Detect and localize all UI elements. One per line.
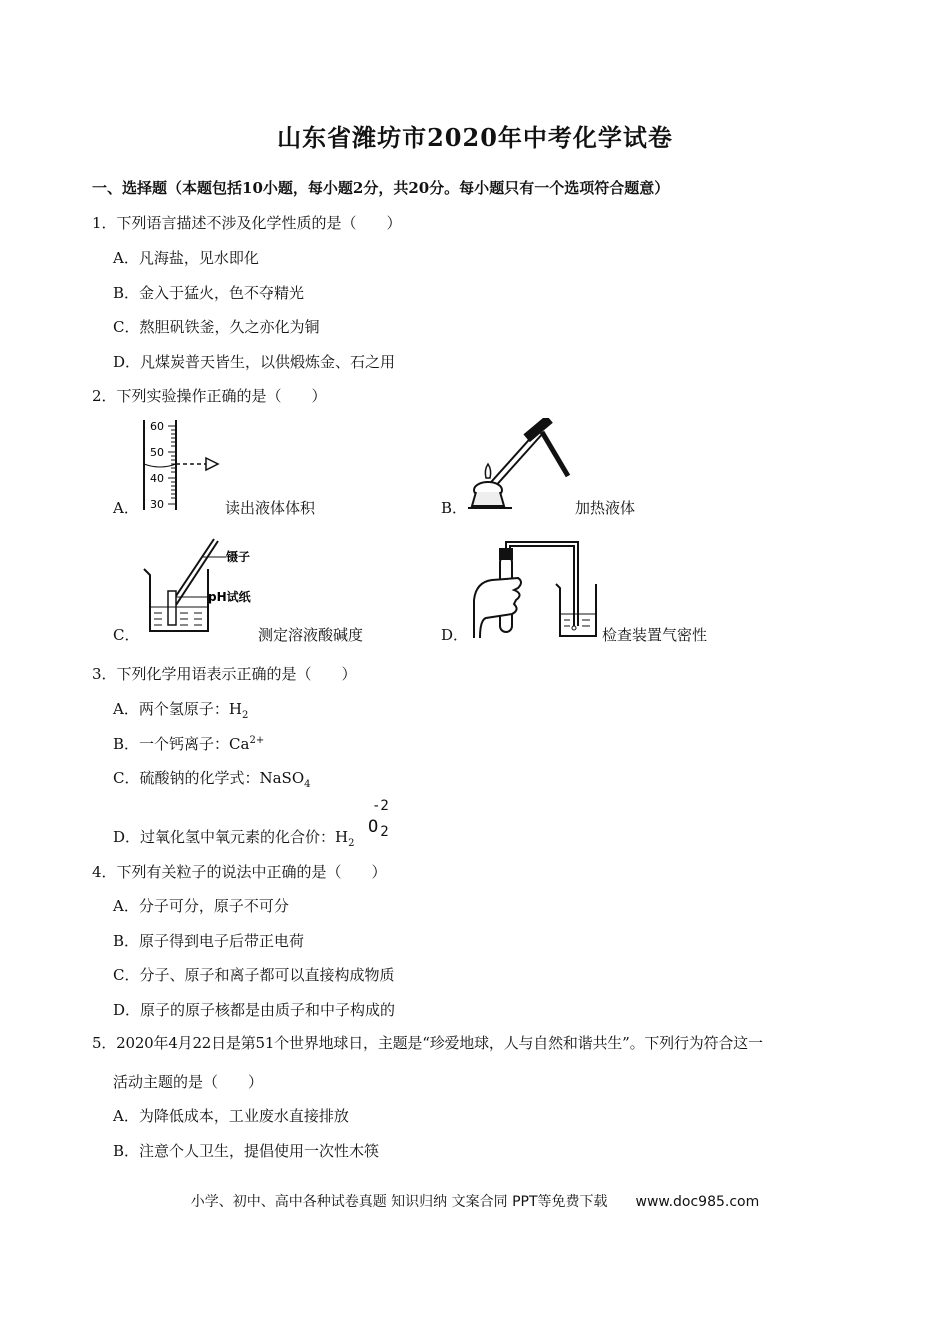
airtightness-check-figure <box>470 538 600 640</box>
oxygen-symbol <box>368 817 389 840</box>
oxygen-subscript: 2 <box>380 824 389 840</box>
heating-liquid-figure <box>468 418 578 514</box>
question-3-option-b-prefix: B．一个钙离子： <box>113 735 230 753</box>
question-5-stem-line2: 活动主题的是（ ） <box>113 1073 264 1091</box>
question-2-option-b-caption: 加热液体 <box>575 499 636 517</box>
question-3-option-a <box>113 698 248 721</box>
question-3-option-c-subscript: 4 <box>304 779 311 790</box>
question-3-option-a-formula: H <box>228 700 242 718</box>
question-4-stem: 4．下列有关粒子的说法中正确的是（ ） <box>92 863 387 881</box>
question-4-option-b: B．原子得到电子后带正电荷 <box>113 932 305 950</box>
question-1-option-b: B．金入于猛火，色不夺精光 <box>113 284 305 302</box>
question-1-option-a: A．凡海盐，见水即化 <box>113 249 259 267</box>
question-5-stem-line1: 5．2020年4月22日是第51个世界地球日，主题是“珍爱地球，人与自然和谐共生”。下列行为符合这一 <box>92 1034 763 1052</box>
cylinder-tick-40: 40 <box>150 472 164 485</box>
cylinder-tick-50: 50 <box>150 446 164 459</box>
question-3-option-b-superscript: 2+ <box>249 735 265 746</box>
question-2-option-b-letter: B． <box>441 499 468 517</box>
question-5-option-a: A．为降低成本，工业废水直接排放 <box>113 1107 349 1125</box>
question-3-option-a-prefix: A．两个氢原子： <box>113 700 229 718</box>
question-1-option-d: D．凡煤炭普天皆生，以供煅炼金、石之用 <box>113 353 396 371</box>
tweezers-label: 镊子 <box>226 550 251 564</box>
question-4-option-d: D．原子的原子核都是由质子和中子构成的 <box>113 1001 396 1019</box>
cylinder-tick-30: 30 <box>150 498 164 511</box>
question-2-option-c-letter: C． <box>113 626 140 644</box>
question-4-option-c: C．分子、原子和离子都可以直接构成物质 <box>113 966 395 984</box>
page-footer: 小学、初中、高中各种试卷真题 知识归纳 文案合同 PPT等免费下载 www.doc985.com <box>190 1194 760 1210</box>
question-2-option-d-caption: 检查装置气密性 <box>602 626 708 644</box>
question-1-stem: 1．下列语言描述不涉及化学性质的是（ ） <box>92 214 402 232</box>
ph-test-figure <box>140 535 260 637</box>
valence-label: -2 <box>372 798 389 814</box>
cylinder-tick-60: 60 <box>150 420 164 433</box>
question-3-option-d-formula: H <box>335 828 349 846</box>
question-3-option-d-prefix: D．过氧化氢中氧元素的化合价： <box>113 828 336 846</box>
question-2-option-a-caption: 读出液体体积 <box>225 499 316 517</box>
question-3-option-d <box>113 826 355 849</box>
question-3-option-d-subscript: 2 <box>348 838 355 849</box>
question-2-option-a-letter: A． <box>113 499 139 517</box>
question-2-stem: 2．下列实验操作正确的是（ ） <box>92 387 327 405</box>
oxygen-letter: O <box>368 817 379 837</box>
question-3-option-c-formula: NaSO <box>259 769 305 787</box>
question-3-option-a-subscript: 2 <box>241 710 249 721</box>
page-title: 山东省潍坊市2020年中考化学试卷 <box>277 123 673 152</box>
graduated-cylinder-figure <box>136 418 226 514</box>
ph-paper-label: pH试纸 <box>208 590 251 604</box>
question-4-option-a: A．分子可分，原子不可分 <box>113 897 289 915</box>
question-3-option-c <box>113 767 311 790</box>
question-2-option-c-caption: 测定溶液酸碱度 <box>258 626 364 644</box>
question-5-option-b: B．注意个人卫生，提倡使用一次性木筷 <box>113 1142 380 1160</box>
question-3-option-b <box>113 733 264 754</box>
question-1-option-c: C．熬胆矾铁釜，久之亦化为铜 <box>113 318 320 336</box>
question-3-stem: 3．下列化学用语表示正确的是（ ） <box>92 665 357 683</box>
question-3-option-c-prefix: C．硫酸钠的化学式： <box>113 769 260 787</box>
question-3-option-b-formula: Ca <box>229 735 250 753</box>
section-heading: 一、选择题（本题包括10小题，每小题2分，共20分。每小题只有一个选项符合题意） <box>92 179 670 197</box>
question-2-option-d-letter: D． <box>441 626 469 644</box>
